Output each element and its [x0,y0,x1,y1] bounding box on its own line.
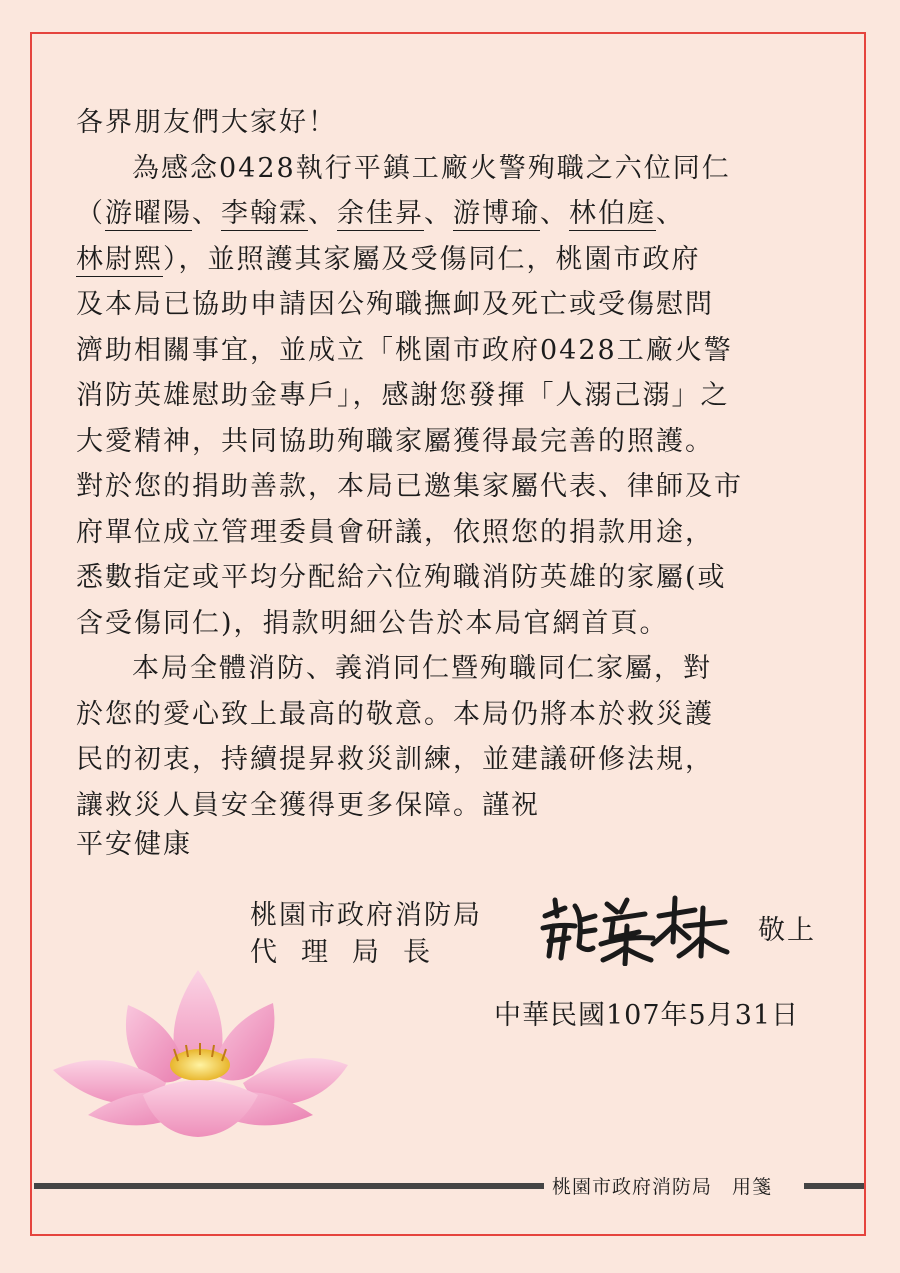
separator: 、 [192,198,221,229]
respectfully-yours: 敬上 [758,915,816,946]
paragraph-1-line-5: 濟助相關事宜，並成立「桃園市政府0428工廠火警 [76,334,733,366]
name-3: 余佳昇 [337,198,424,229]
name-4: 游博瑜 [453,198,540,229]
paragraph-1-line-10: 悉數指定或平均分配給六位殉職消防英雄的家屬(或 [76,562,727,593]
paragraph-2-line-2: 於您的愛心致上最高的敬意。本局仍將本於救災護 [76,698,714,730]
name-2: 李翰霖 [221,198,308,229]
sender-title: 代理局長 [250,937,454,968]
paragraph-2-line-1: 本局全體消防、義消同仁暨殉職同仁家屬，對 [132,653,712,684]
separator: 、 [308,198,337,229]
separator: 、 [656,198,685,229]
name-5: 林伯庭 [569,198,656,229]
letter-date: 中華民國107年5月31日 [494,1000,800,1031]
names-line-2 [76,237,836,283]
closing-wish: 平安健康 [76,829,192,860]
paragraph-2-line-4: 讓救災人員安全獲得更多保障。謹祝 [76,789,540,821]
letterhead-label: 桃園市政府消防局 用箋 [552,1176,773,1198]
separator: 、 [540,198,569,229]
paragraph-1-line-4: 及本局已協助申請因公殉職撫卹及死亡或受傷慰問 [76,289,714,320]
letter-body [76,100,836,828]
paragraph-1-line-1: 為感念0428執行平鎮工廠火警殉職之六位同仁 [132,152,731,184]
paragraph-1-line-6: 消防英雄慰助金專戶」，感謝您發揮「人溺己溺」之 [76,380,730,411]
greeting: 各界朋友們大家好！ [76,107,337,138]
separator: 、 [424,198,453,229]
open-paren: （ [76,198,105,229]
names-line [76,191,836,237]
lotus-flower-icon [48,965,358,1165]
paragraph-1-line-3: ），並照護其家屬及受傷同仁，桃園市政府 [163,243,701,275]
paragraph-1-line-11: 含受傷同仁)，捐款明細公告於本局官網首頁。 [76,607,669,639]
name-1: 游曜陽 [105,198,192,229]
paragraph-1-line-8: 對於您的捐助善款，本局已邀集家屬代表、律師及市 [76,471,743,502]
footer-rule [804,1183,864,1189]
paragraph-1-line-9: 府單位成立管理委員會研議，依照您的捐款用途， [76,516,714,548]
sender-organization: 桃園市政府消防局 [250,900,482,931]
name-6: 林尉熙 [76,243,163,275]
paragraph-1-line-7: 大愛精神，共同協助殉職家屬獲得最完善的照護。 [76,425,714,457]
paragraph-2-line-3: 民的初衷，持續提昇救災訓練，並建議研修法規， [76,744,714,775]
footer-rule [34,1183,544,1189]
handwritten-signature [535,886,730,966]
